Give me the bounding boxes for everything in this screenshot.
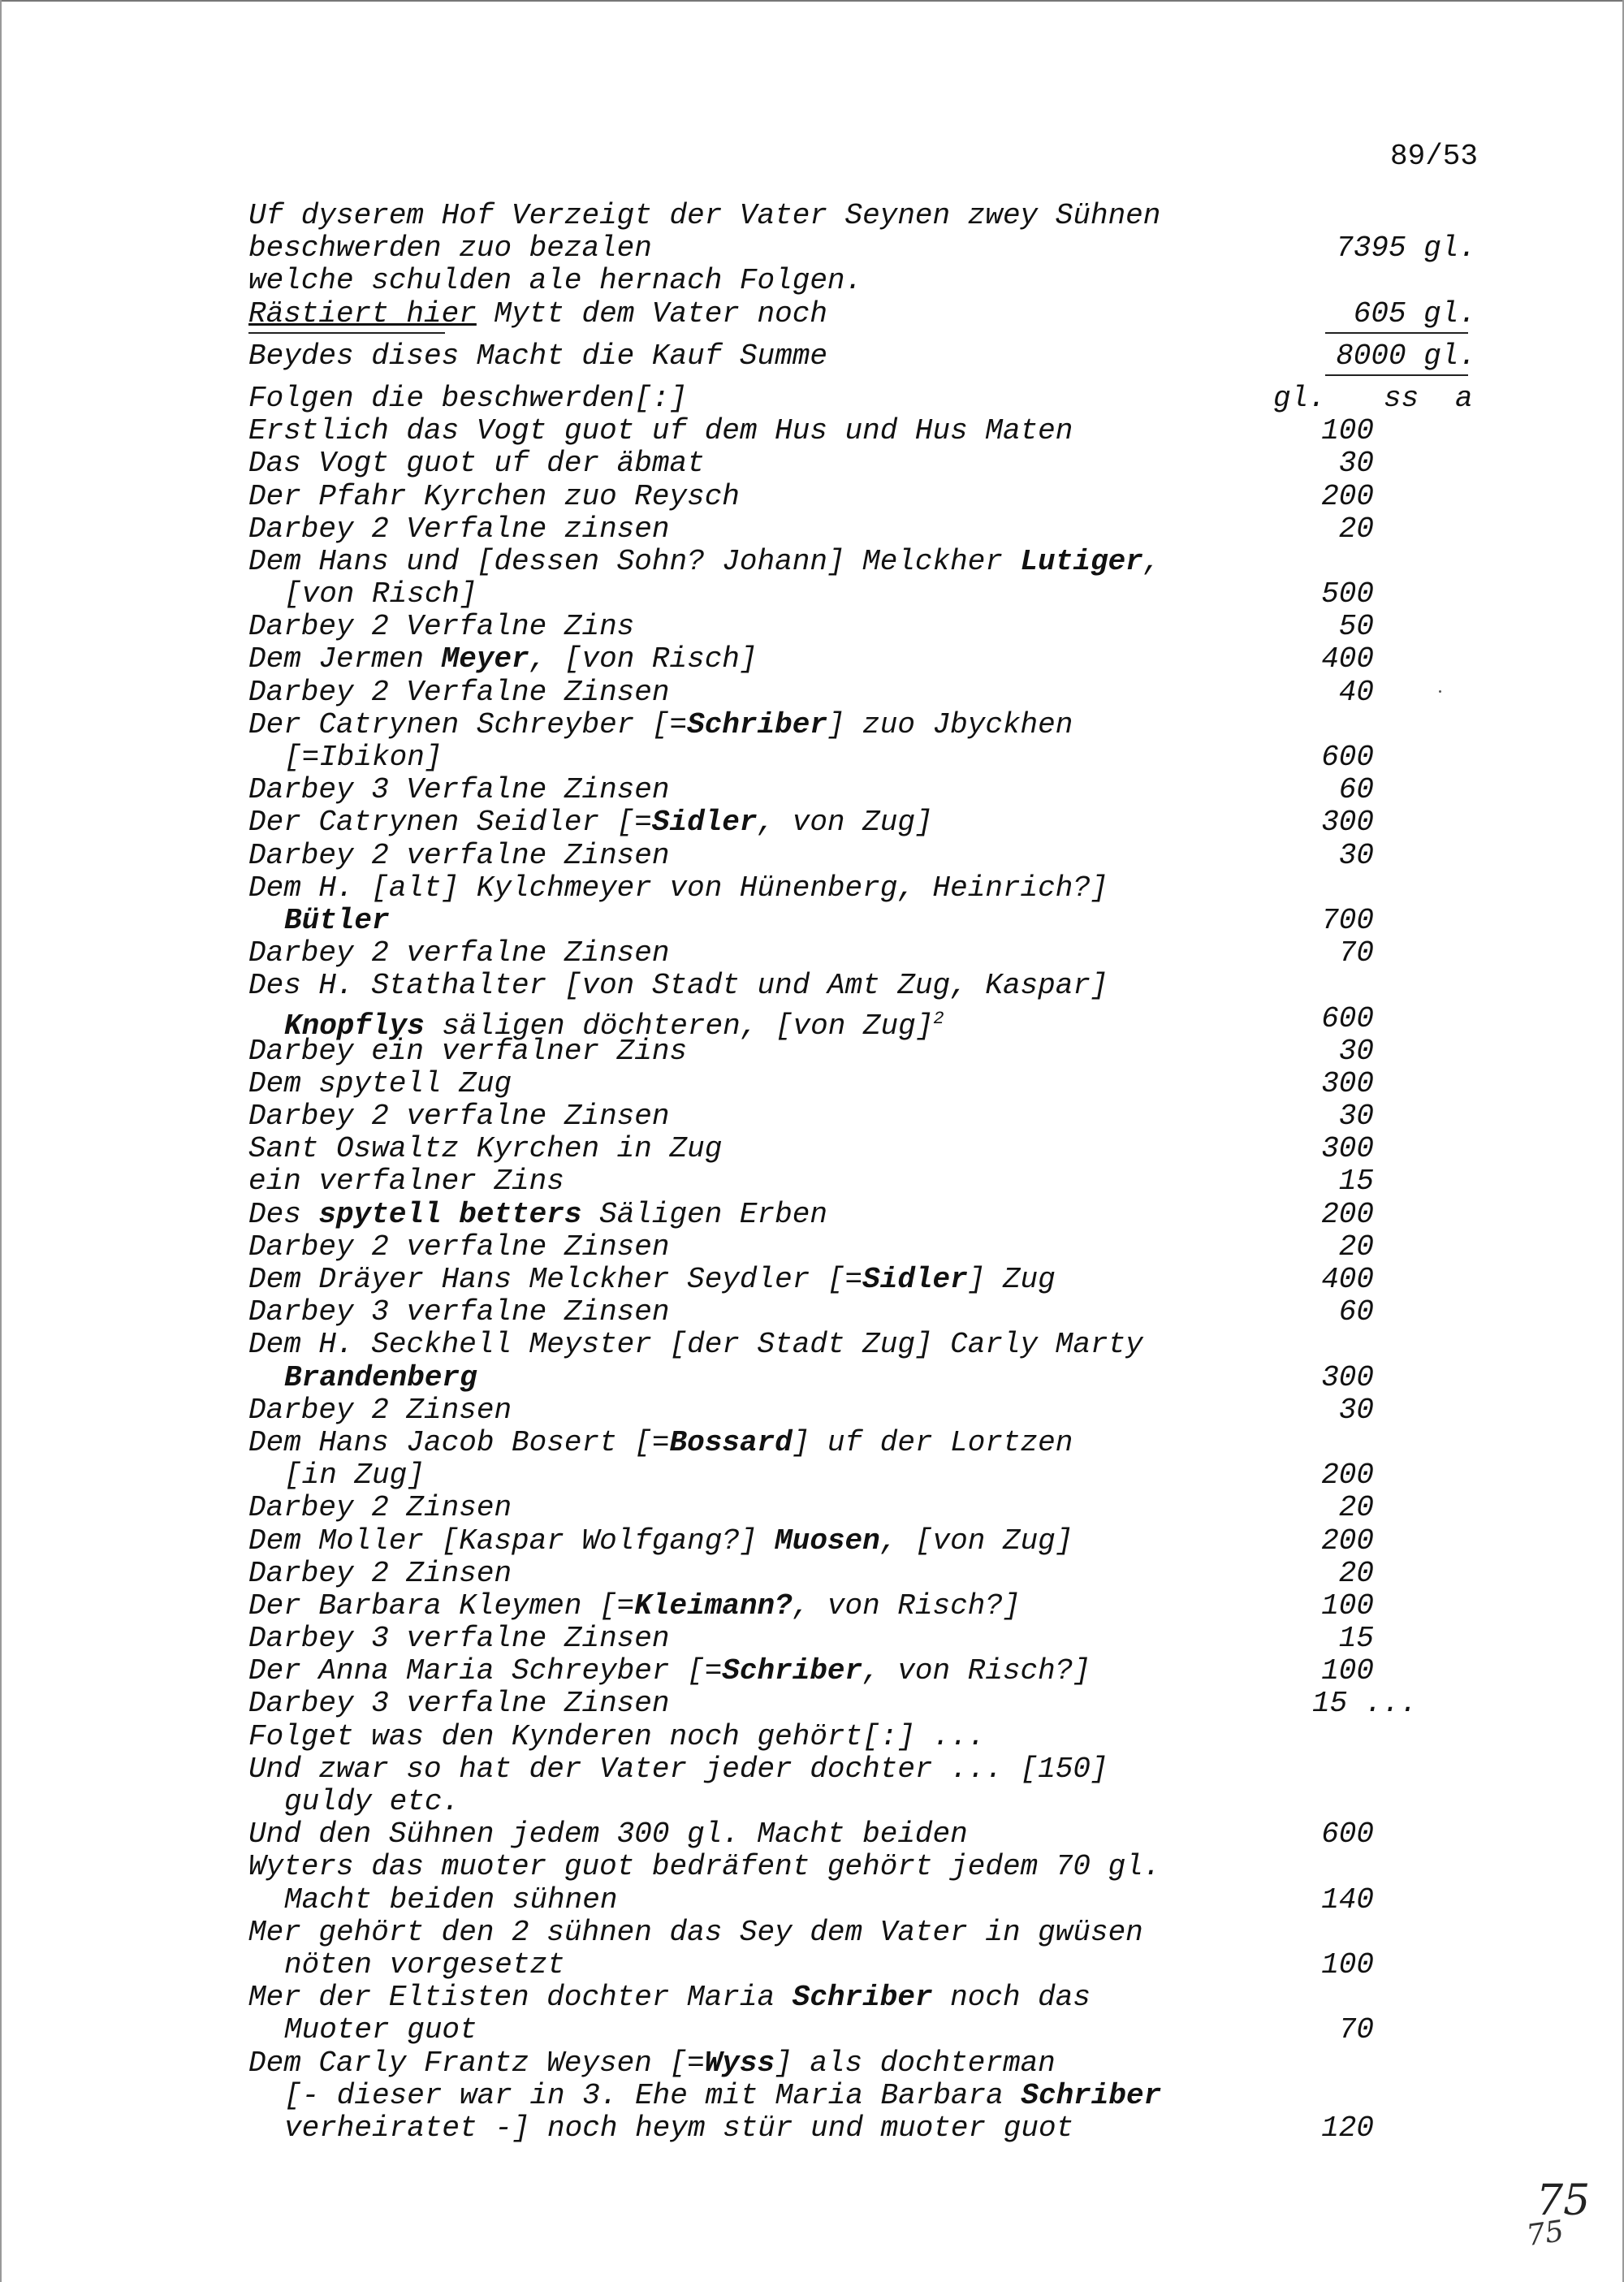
ledger-entry [248, 676, 1515, 709]
entry-amount: 100 [1321, 414, 1374, 448]
entry-text-part: Und zwar so hat der Vater jeder dochter ... [150] [248, 1752, 1108, 1786]
intro-text: welche schulden ale hernach Folgen. [248, 264, 863, 298]
entry-amount: 60 [1338, 1295, 1374, 1329]
entry-text-part: [in Zug] [284, 1459, 425, 1493]
ledger-entry [248, 1296, 1515, 1329]
ledger-entry [248, 2014, 1515, 2046]
entry-text-part: verheiratet -] noch heym stür und muoter guot [284, 2111, 1074, 2145]
entry-text-part: noch das [932, 1981, 1091, 2015]
entry-text-part: Darbey 3 verfalne Zinsen [248, 1687, 670, 1721]
entry-text [248, 1035, 687, 1068]
entry-text [248, 774, 669, 806]
handwritten-page-number: 75 [1536, 2176, 1591, 2225]
total-text: Beydes dises Macht die Kauf Summe [248, 339, 827, 373]
entry-text [248, 1394, 512, 1427]
entry-text [248, 1231, 669, 1264]
entry-text [248, 447, 705, 480]
entry-text [248, 513, 669, 546]
entry-name-bold: Kleimann? [634, 1588, 793, 1623]
top-border [0, 0, 1624, 2]
separator-line-amount [1325, 332, 1468, 334]
intro-amount: 605 gl. [1353, 296, 1476, 331]
entry-amount: 300 [1321, 806, 1374, 840]
ledger-entry [248, 611, 1515, 643]
ledger-entry [248, 1362, 1515, 1394]
entry-text [248, 676, 669, 709]
entry-amount: 20 [1338, 1491, 1374, 1525]
entry-text [284, 2014, 477, 2046]
entry-text-part: Darbey 2 verfalne Zinsen [248, 1100, 670, 1134]
entry-amount: 200 [1321, 1459, 1374, 1493]
entry-text-part: [von Risch] [284, 577, 477, 612]
entry-text-part: ] uf der Lortzen [792, 1425, 1073, 1459]
entry-name-bold: Meyer [441, 642, 529, 676]
entry-text [284, 1459, 425, 1492]
entry-text-part: , [1142, 544, 1161, 578]
entry-text [248, 546, 1160, 578]
entry-text [248, 1329, 1143, 1361]
ledger-entry [248, 1459, 1515, 1492]
entry-text [284, 741, 442, 774]
entry-text [248, 1427, 1073, 1459]
entry-text-part: Darbey 3 verfalne Zinsen [248, 1622, 670, 1656]
entry-name-bold: Schriber [1021, 2078, 1162, 2112]
entry-text-part: Sant Oswaltz Kyrchen in Zug [248, 1132, 723, 1166]
entry-text [248, 1264, 1056, 1296]
ledger-entry [248, 1133, 1515, 1165]
ledger-entry [248, 578, 1515, 611]
entry-amount: 70 [1338, 2013, 1374, 2047]
entry-text-part: ] als dochterman [775, 2046, 1056, 2080]
ledger-entry [248, 2080, 1515, 2112]
entry-amount: 20 [1338, 1556, 1374, 1590]
ledger-entry [248, 513, 1515, 546]
entry-text-part: Dem H. [alt] Kylchmeyer von Hünenberg, Heinrich?] [248, 871, 1108, 905]
ledger-entry [248, 1786, 1515, 1818]
ledger-entry [248, 2112, 1515, 2145]
entry-name-bold: spytell betters [318, 1197, 582, 1231]
intro-line-2 [248, 232, 1515, 265]
entry-text [248, 611, 634, 643]
entry-text [248, 1525, 1073, 1558]
entry-text-part: Muoter guot [284, 2013, 477, 2047]
entry-text-part: Darbey 3 verfalne Zinsen [248, 1295, 670, 1329]
entry-text-part: Darbey 2 Verfalne Zinsen [248, 675, 670, 709]
entry-text [248, 970, 1108, 1002]
entry-amount: 15 ... [1312, 1687, 1418, 1721]
entry-text-part: Dem spytell Zug [248, 1066, 512, 1100]
ledger-entry [248, 1165, 1515, 1198]
separator-line [248, 332, 445, 334]
entry-amount: 500 [1321, 577, 1374, 612]
page-number: 89/53 [1390, 140, 1479, 173]
ledger-entry [248, 643, 1515, 676]
ledger-entry [248, 1753, 1515, 1786]
entry-amount: 120 [1321, 2111, 1374, 2145]
entry-name-bold: Schriber [722, 1654, 863, 1688]
entry-text [248, 1982, 1091, 2014]
entry-text [284, 578, 477, 611]
entry-text-part: Darbey 2 verfalne Zinsen [248, 1230, 670, 1264]
entry-text [284, 1949, 565, 1982]
entry-text-part: , [von Zug] [879, 1523, 1073, 1558]
intro-text: beschwerden zuo bezalen [248, 231, 652, 266]
entry-text [248, 643, 758, 676]
entry-text-part: guldy etc. [284, 1785, 460, 1818]
entry-amount: 400 [1321, 642, 1374, 676]
ledger-entry [248, 1199, 1515, 1231]
ledger-entry [248, 1001, 1515, 1043]
column-header-a: a [1455, 381, 1473, 415]
ledger-entry [248, 1558, 1515, 1590]
ledger-entry [248, 1590, 1515, 1623]
entry-name-bold: Knopflys [284, 1009, 425, 1043]
entry-amount: 70 [1338, 936, 1374, 970]
entry-text [248, 709, 1073, 741]
intro-text [248, 298, 827, 331]
entry-text-part: Und den Sühnen jedem 300 gl. Macht beiden [248, 1817, 968, 1852]
ledger-entry [248, 970, 1515, 1002]
entry-text [248, 415, 1073, 447]
entry-text-part: Säligen Erben [581, 1197, 827, 1231]
entry-name-bold: Bossard [669, 1425, 793, 1459]
ledger-entry [248, 447, 1515, 480]
ledger-entry [248, 905, 1515, 937]
entry-text [248, 1199, 827, 1231]
entry-text-part: Mer gehört den 2 sühnen das Sey dem Vater in gwüsen [248, 1915, 1143, 1949]
ledger-entry [248, 2047, 1515, 2080]
entries-list [248, 415, 1515, 2145]
entry-name-bold: Muosen [775, 1523, 880, 1558]
entry-text [284, 2080, 1161, 2112]
entry-text [248, 1296, 669, 1329]
entry-text-part: Darbey 2 Zinsen [248, 1491, 512, 1525]
entry-text-part: säligen döchteren, [von Zug] [424, 1009, 934, 1043]
intro-line-1 [248, 200, 1515, 232]
entry-name-bold: Wyss [704, 2046, 775, 2080]
entry-amount: 600 [1321, 741, 1374, 774]
entry-text-part: Der Barbara Kleymen [= [248, 1588, 635, 1623]
ledger-entry [248, 1492, 1515, 1524]
ledger-entry [248, 1917, 1515, 1949]
entry-amount: 400 [1321, 1263, 1374, 1296]
ledger-entry [248, 709, 1515, 741]
ledger-entry [248, 481, 1515, 513]
entry-text-part: nöten vorgesetzt [284, 1947, 565, 1982]
entry-text-part: Darbey 2 verfalne Zinsen [248, 838, 670, 872]
entry-text [284, 2112, 1073, 2145]
entry-text-part: Dem Jermen [248, 642, 442, 676]
entry-text-part: Dem Carly Frantz Weysen [= [248, 2046, 705, 2080]
ledger-entry [248, 840, 1515, 872]
total-amount: 8000 gl. [1336, 339, 1476, 373]
entry-text-part: Des [248, 1197, 319, 1231]
entry-text [248, 1655, 1091, 1688]
entry-text [248, 481, 740, 513]
entry-text-part: Darbey 3 Verfalne Zinsen [248, 773, 670, 807]
entry-amount: 600 [1321, 1001, 1374, 1035]
ledger-entry [248, 1231, 1515, 1264]
intro-text-rest: Mytt dem Vater noch [476, 296, 827, 331]
entry-amount: 200 [1321, 1197, 1374, 1231]
ledger-entry [248, 1851, 1515, 1883]
intro-amount: 7395 gl. [1336, 231, 1476, 266]
entry-text-part: Wyters das muoter guot bedräfent gehört jedem 70 gl. [248, 1850, 1161, 1884]
entry-text-part: Dem Moller [Kaspar Wolfgang?] [248, 1523, 775, 1558]
scan-speck [1439, 690, 1441, 693]
entry-text-part: Folget was den Kynderen noch gehört[:] ... [248, 1719, 986, 1753]
entry-name-bold: Lutiger [1020, 544, 1143, 578]
entry-text-part: ein verfalner Zins [248, 1165, 564, 1199]
column-header-row [248, 382, 1515, 415]
entry-amount: 15 [1338, 1622, 1374, 1656]
column-header-gl: gl. [1273, 381, 1326, 415]
entry-text-part: ] zuo Jbyckhen [827, 707, 1073, 741]
entry-text [248, 872, 1108, 905]
entry-text-part: [- dieser war in 3. Ehe mit Maria Barbara [284, 2078, 1021, 2112]
entry-text-part: Darbey 2 Zinsen [248, 1393, 512, 1427]
entry-amount: 200 [1321, 1523, 1374, 1558]
ledger-entry [248, 1525, 1515, 1558]
entry-amount: 300 [1321, 1360, 1374, 1394]
entry-text-part: , von Risch?] [792, 1588, 1021, 1623]
ledger-entry [248, 546, 1515, 578]
ledger-entry [248, 872, 1515, 905]
entry-amount: 100 [1321, 1654, 1374, 1688]
ledger-entry [248, 1035, 1515, 1068]
entry-text [248, 937, 669, 970]
entry-text-part: , [von Risch] [529, 642, 758, 676]
entry-text-part: Dem Dräyer Hans Melckher Seydler [= [248, 1263, 863, 1296]
entry-text [248, 1851, 1160, 1883]
entry-text [248, 1688, 669, 1720]
entry-amount: 200 [1321, 479, 1374, 513]
ledger-entry [248, 1427, 1515, 1459]
entry-text [248, 1590, 1021, 1623]
entry-text [248, 1721, 985, 1753]
separator-row [248, 331, 1515, 340]
entry-text-part: Darbey 2 Verfalne zinsen [248, 512, 670, 546]
entry-name-bold: Schriber [792, 1981, 933, 2015]
entry-text [284, 1884, 617, 1917]
underlined-text: Rästiert hier [248, 296, 477, 331]
ledger-entry [248, 1818, 1515, 1851]
entry-amount: 140 [1321, 1882, 1374, 1917]
entry-text [284, 1362, 477, 1394]
ledger-entry [248, 1100, 1515, 1133]
ledger-entry [248, 1394, 1515, 1427]
entry-text [248, 1492, 512, 1524]
entry-text-part: Des H. Stathalter [von Stadt und Amt Zug, Kaspar] [248, 969, 1108, 1003]
entry-text-part: Der Anna Maria Schreyber [= [248, 1654, 723, 1688]
entry-amount: 30 [1338, 1034, 1374, 1068]
entry-text [248, 1917, 1143, 1949]
entry-amount: 50 [1338, 610, 1374, 644]
entry-text-part: Das Vogt guot uf der äbmat [248, 447, 705, 481]
entry-text-part: Erstlich das Vogt guot uf dem Hus und Hus Maten [248, 414, 1073, 448]
entry-text-part: Der Catrynen Seidler [= [248, 806, 652, 840]
entry-text-part: Dem Hans Jacob Bosert [= [248, 1425, 670, 1459]
entry-text [248, 840, 669, 872]
entry-amount: 100 [1321, 1947, 1374, 1982]
entry-text-part: Dem H. Seckhell Meyster [der Stadt Zug] Carly Marty [248, 1328, 1143, 1362]
entry-amount: 600 [1321, 1817, 1374, 1852]
entry-amount: 60 [1338, 773, 1374, 807]
entry-amount: 30 [1338, 1393, 1374, 1427]
entry-text-part: Mer der Eltisten dochter Maria [248, 1981, 793, 2015]
entry-amount: 15 [1338, 1165, 1374, 1199]
intro-line-3 [248, 265, 1515, 297]
entry-text [248, 1165, 564, 1198]
entry-amount: 300 [1321, 1132, 1374, 1166]
entry-name-bold: Sidler [862, 1263, 968, 1296]
entry-name-bold: Bütler [284, 903, 390, 937]
entry-amount: 30 [1338, 1100, 1374, 1134]
entry-text-part: Dem Hans und [dessen Sohn? Johann] Melckher [248, 544, 1021, 578]
intro-line-4 [248, 298, 1515, 331]
entry-name-bold: Schriber [687, 707, 827, 741]
ledger-entry [248, 1884, 1515, 1917]
entry-text-part: Darbey ein verfalner Zins [248, 1034, 688, 1068]
ledger-entry [248, 806, 1515, 839]
ledger-entry [248, 1068, 1515, 1100]
ledger-entry [248, 415, 1515, 447]
entry-text [248, 1068, 512, 1100]
entry-text-part: , von Risch?] [862, 1654, 1091, 1688]
entry-amount: 20 [1338, 512, 1374, 546]
entry-amount: 20 [1338, 1230, 1374, 1264]
entry-text-part: Darbey 2 verfalne Zinsen [248, 936, 670, 970]
entry-amount: 300 [1321, 1066, 1374, 1100]
footnote-mark: 2 [933, 1008, 944, 1029]
ledger-entry [248, 1949, 1515, 1982]
entry-text-part: Darbey 2 Verfalne Zins [248, 610, 635, 644]
entry-name-bold: Brandenberg [284, 1360, 477, 1394]
left-border [0, 0, 2, 2282]
ledger-entry [248, 1623, 1515, 1655]
entry-text-part: , von Zug] [757, 806, 933, 840]
entry-text [284, 905, 390, 937]
column-header-ss: ss [1384, 381, 1419, 415]
entry-text-part: [=Ibikon] [284, 741, 443, 774]
entry-text-part: Der Catrynen Schreyber [= [248, 707, 688, 741]
ledger-entry [248, 1264, 1515, 1296]
entry-amount: 100 [1321, 1588, 1374, 1623]
entry-text [248, 1623, 669, 1655]
entry-text [248, 2047, 1056, 2080]
ledger-entry [248, 1721, 1515, 1753]
entry-text [248, 1133, 722, 1165]
ledger-entry [248, 1655, 1515, 1688]
entry-text [248, 1100, 669, 1133]
intro-text: Uf dyserem Hof Verzeigt der Vater Seynen zwey Sühnen [248, 199, 1161, 232]
entry-text [248, 1818, 968, 1851]
entry-text-part: Macht beiden sühnen [284, 1882, 618, 1917]
ledger-entry [248, 1688, 1515, 1720]
entry-name-bold: Sidler [651, 806, 758, 840]
entry-amount: 30 [1338, 838, 1374, 872]
entry-text [248, 1558, 512, 1590]
document-body [248, 200, 1515, 2145]
entry-text-part: Der Pfahr Kyrchen zuo Reysch [248, 479, 740, 513]
section-heading: Folgen die beschwerden[:] [248, 381, 688, 415]
entry-text [248, 1753, 1108, 1786]
ledger-entry [248, 1982, 1515, 2014]
total-line [248, 340, 1515, 373]
separator-line-amount [1325, 374, 1468, 376]
entry-text [284, 1786, 460, 1818]
entry-amount: 40 [1338, 675, 1374, 709]
ledger-entry [248, 937, 1515, 970]
entry-text-part: Darbey 2 Zinsen [248, 1556, 512, 1590]
ledger-entry [248, 1329, 1515, 1361]
entry-amount: 700 [1321, 903, 1374, 937]
ledger-entry [248, 774, 1515, 806]
entry-text [248, 806, 933, 839]
entry-text-part: ] Zug [967, 1263, 1056, 1296]
ledger-entry [248, 741, 1515, 774]
handwritten-page-number-small: 75 [1524, 2215, 1566, 2253]
entry-amount: 30 [1338, 447, 1374, 481]
